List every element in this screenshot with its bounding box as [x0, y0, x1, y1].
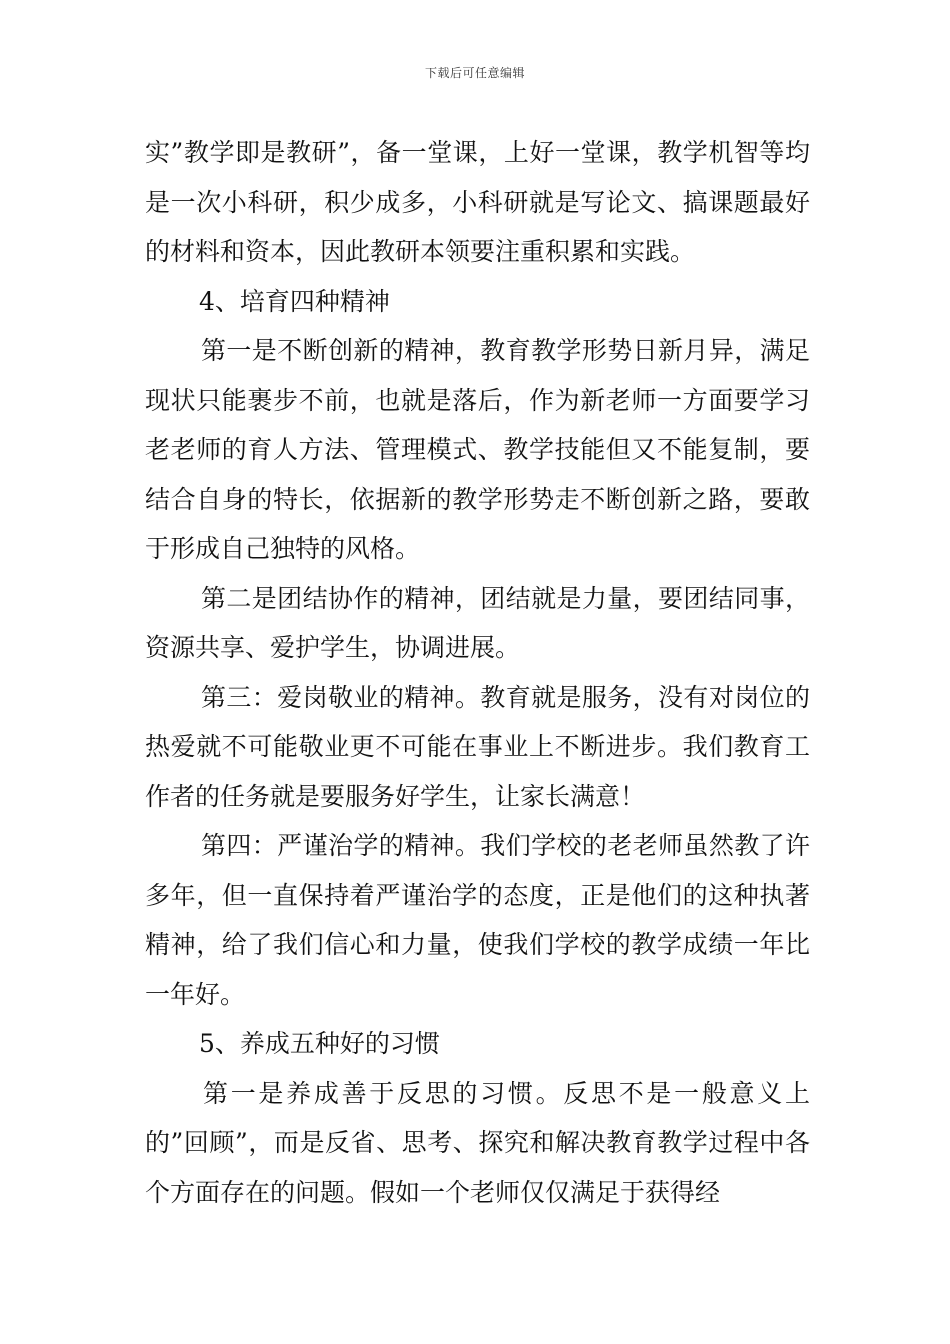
document-body [145, 128, 810, 1217]
paragraph-innovation-spirit: 第一是不断创新的精神，教育教学形势日新月异，满足现状只能裹步不前，也就是落后，作为新老师一方面要学习老老师的育人方法、管理模式、教学技能但又不能复制，要结合自身的特长，依据新的教学形势走不断创新之路，要敢于形成自己独特的风格。 [145, 336, 810, 563]
paragraph-continuation: 实”教学即是教研”，备一堂课，上好一堂课，教学机智等均是一次小科研，积少成多，小科研就是写论文、搞课题最好的材料和资本，因此教研本领要注重积累和实践。 [145, 138, 810, 266]
paragraph-reflection-habit: 第一是养成善于反思的习惯。反思不是一般意义上的”回顾”，而是反省、思考、探究和解决教育教学过程中各个方面存在的问题。假如一个老师仅仅满足于获得经 [145, 1078, 810, 1207]
heading-five-habits: 5、养成五种好的习惯 [199, 1029, 440, 1058]
paragraph-rigorous-spirit: 第四：严谨治学的精神。我们学校的老老师虽然教了许多年，但一直保持着严谨治学的态度，正是他们的这种执著精神，给了我们信心和力量，使我们学校的教学成绩一年比一年好。 [145, 831, 810, 1009]
paragraph-dedication-spirit: 第三：爱岗敬业的精神。教育就是服务，没有对岗位的热爱就不可能敬业更不可能在事业上不断进步。我们教育工作者的任务就是要服务好学生，让家长满意！ [145, 682, 810, 811]
heading-four-spirits: 4、培育四种精神 [199, 286, 390, 316]
page-header: 下载后可任意编辑 [424, 66, 525, 80]
paragraph-teamwork-spirit: 第二是团结协作的精神，团结就是力量，要团结同事，资源共享、爱护学生，协调进展。 [145, 583, 810, 662]
